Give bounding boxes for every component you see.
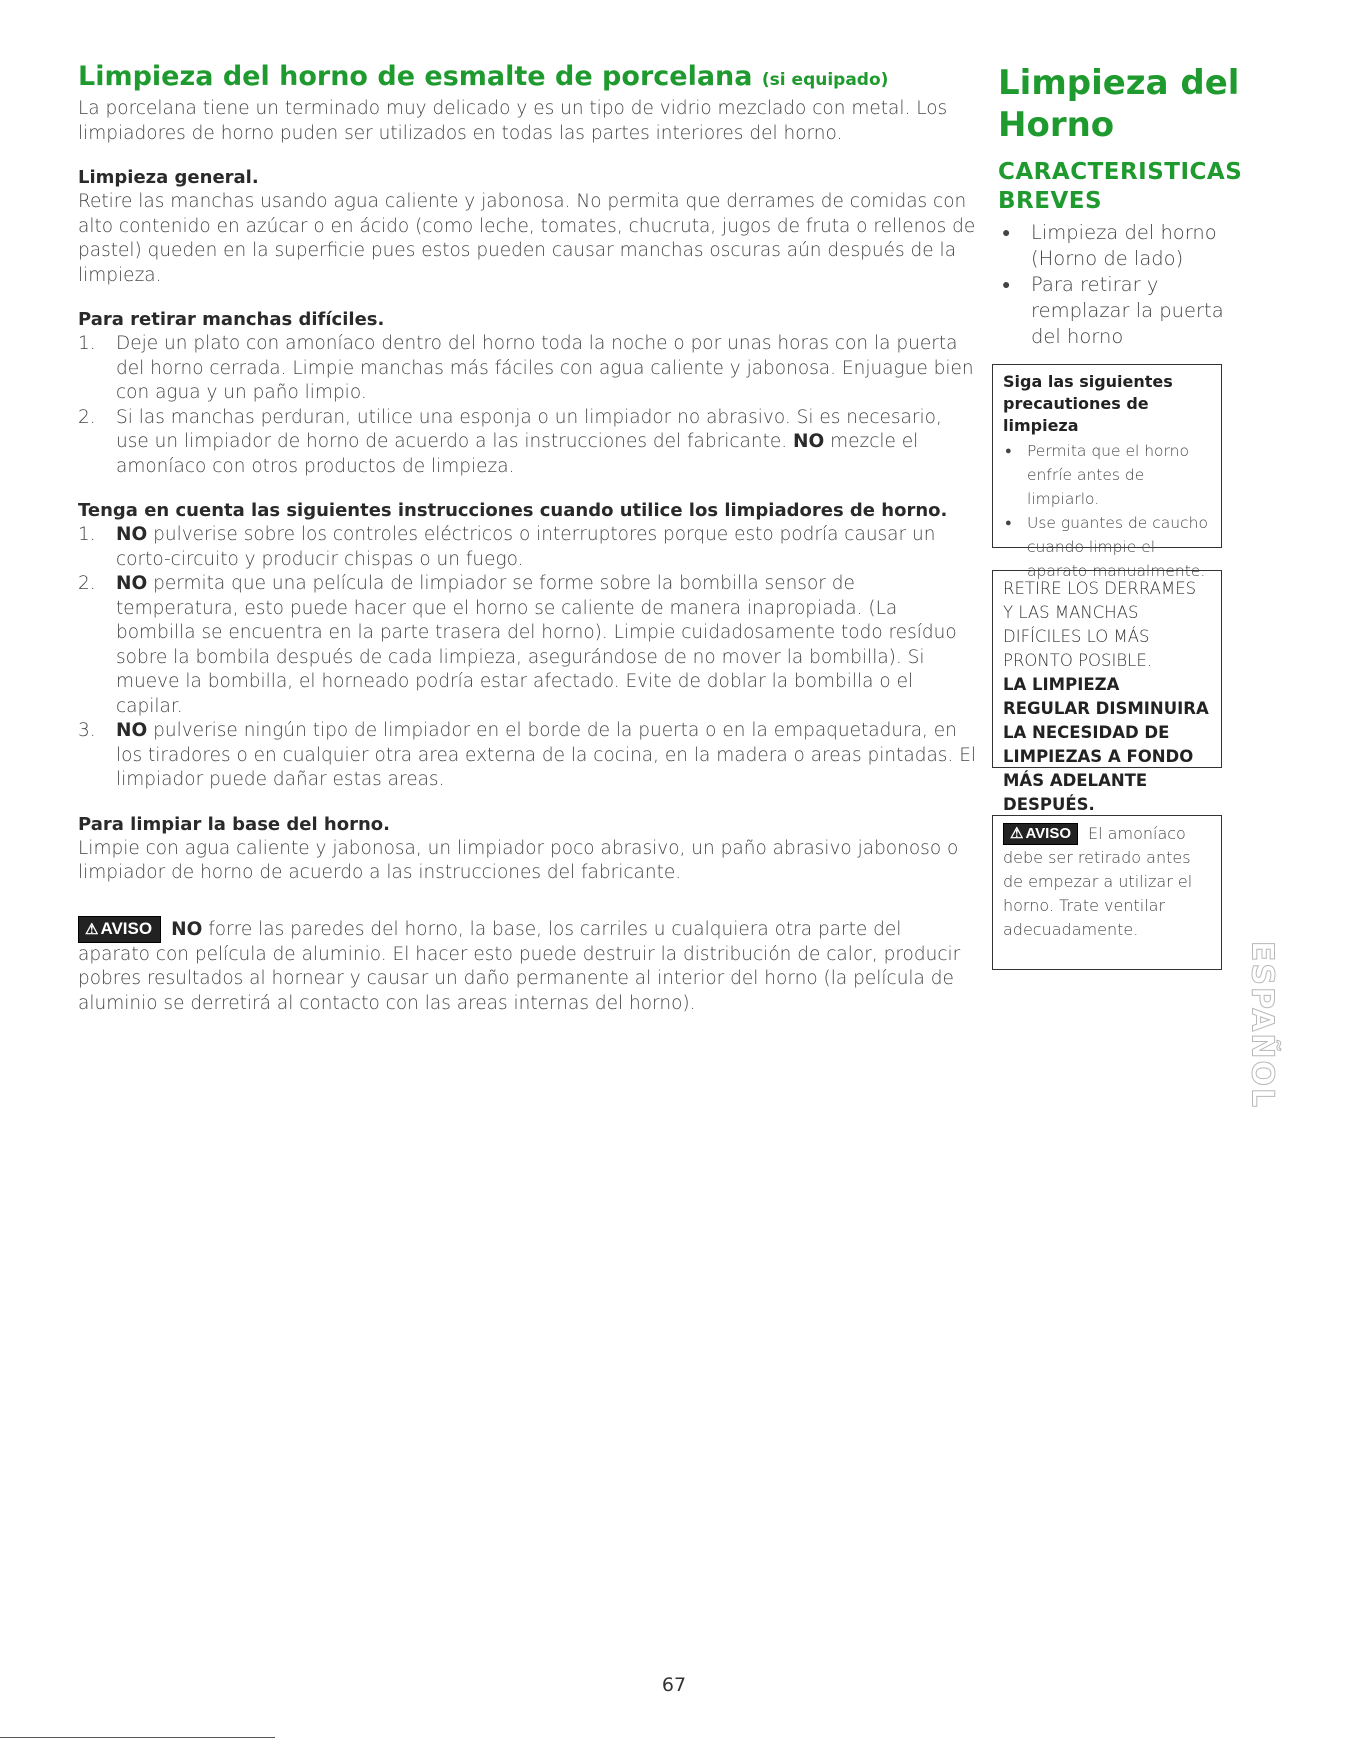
bullet-icon: ● [1005, 444, 1012, 457]
item-number: 3. [78, 720, 96, 741]
item-bold: NO [116, 524, 148, 545]
ammonia-warning-box [992, 815, 1222, 970]
item-number: 2. [78, 573, 96, 594]
item-text: pulverise sobre los controles eléctricos o interruptores porque esto podría causar un corto-circuito y producir chispas o un fuego. [116, 524, 936, 570]
feature-item [998, 272, 1258, 350]
item-text: pulverise ningún tipo de limpiador en el borde de la puerta o en la empaquetadura, en los tiradores o en cualquier otra area externa de la cocina, en la madera o areas pintadas. El limpiador puede dañar estas areas. [116, 720, 977, 790]
warning-badge-label: AVISO [1025, 825, 1072, 842]
feature-list [998, 220, 1258, 350]
intro-paragraph: La porcelana tiene un terminado muy delicado y es un tipo de vidrio mezclado con metal. Los limpiadores de horno puden ser utilizados en todas las partes interiores del horno. [78, 98, 948, 144]
list-item [78, 523, 978, 572]
warning-bold: NO [171, 918, 203, 940]
general-heading: Limpieza general. [78, 167, 259, 188]
item-bold: NO [792, 431, 825, 452]
title-note: (si equipado) [761, 70, 889, 90]
footer-rule [0, 1737, 275, 1738]
ammonia-text: El amoníaco debe ser retirado antes de empezar a utilizar el horno. Trate ventilar adecuadamente. [1003, 824, 1193, 939]
feature-text: Para retirar y remplazar la puerta del horno [1031, 273, 1224, 348]
general-section [78, 166, 978, 288]
precaution-text: Permita que el horno enfríe antes de limpiarlo. [1027, 442, 1189, 508]
list-item [78, 406, 978, 480]
warning-text: forre las paredes del horno, la base, los carriles u cualquiera otra parte del aparato con película de aluminio. El hacer esto puede destruir la distribución de calor, producir pobres resultados al hornear y causar un daño permanente al interior del horno (la película de aluminio se derretirá al contacto con las areas internas del horno). [78, 918, 961, 1014]
ammonia-warning-text [1003, 822, 1211, 942]
page-number: 67 [661, 1674, 687, 1696]
warning-section [78, 916, 978, 1017]
sidebar [998, 62, 1258, 350]
bullet-icon: ● [1002, 225, 1011, 241]
item-bold: NO [116, 573, 148, 594]
title-text: Limpieza del horno de esmalte de porcelana [78, 61, 753, 92]
item-text: Deje un plato con amoníaco dentro del horno toda la noche o por unas horas con la puerta del horno cerrada. Limpie manchas más fáciles con agua caliente y jabonosa. Enjuague bien con agua y un paño limpio. [116, 333, 974, 403]
precautions-title: Siga las siguientes precautiones de limpieza [1003, 372, 1173, 435]
difficult-list [78, 332, 978, 479]
precautions-list [1003, 439, 1211, 583]
item-number: 2. [78, 406, 96, 428]
list-item [78, 719, 978, 793]
list-item [78, 332, 978, 406]
base-section [78, 813, 978, 886]
sidebar-title: Limpieza del Horno [998, 63, 1240, 145]
page-title [78, 60, 978, 97]
base-heading: Para limpiar la base del horno. [78, 813, 390, 835]
precautions-box [992, 364, 1222, 580]
warning-triangle-icon: ⚠ [85, 920, 99, 938]
warning-badge [78, 916, 161, 943]
item-bold: NO [116, 720, 148, 741]
spills-bold-text: LA LIMPIEZA REGULAR DISMINUIRA LA NECESIDAD DE LIMPIEZAS A FONDO MÁS ADELANTE DESPUÉS. [1003, 675, 1209, 814]
warning-badge [1003, 823, 1078, 845]
feature-text: Limpieza del horno (Horno de lado) [1031, 221, 1217, 270]
sidebar-subtitle: CARACTERISTICAS BREVES [998, 159, 1243, 214]
item-text-after: mezcle el amoníaco con otros productos de limpieza. [116, 431, 919, 477]
base-paragraph: Limpie con agua caliente y jabonosa, un limpiador poco abrasivo, un paño abrasivo jabonoso o limpiador de horno de acuerdo a las instrucciones del fabricante. [78, 837, 959, 883]
item-text: Si las manchas perduran, utilice una esponja o un limpiador no abrasivo. Si es necesario, use un limpiador de horno de acuerdo a las instrucciones del fabricante. [116, 406, 942, 452]
warning-paragraph [78, 916, 978, 1017]
precaution-text: Use guantes de caucho cuando limpie el aparato manualmente. [1027, 514, 1208, 580]
warning-triangle-icon: ⚠ [1010, 825, 1024, 842]
item-number: 1. [78, 333, 96, 354]
language-tab-label: ESPAÑOL [1244, 940, 1280, 1110]
difficult-stains-section [78, 308, 978, 479]
feature-item [998, 220, 1258, 272]
item-text: permita que una película de limpiador se forme sobre la bombilla sensor de temperatura, esto puede hacer que el horno se caliente de manera inapropiada. (La bombilla se encuentra en la parte trasera del horno). Limpie cuidadosamente todo resíduo sobre la bombila después de cada limpieza, asegurándose de no mover la bombilla). Si mueve la bombilla, el horneado podría estar afectado. Evite de doblar la bombilla o el capilar. [116, 573, 957, 717]
general-paragraph: Retire las manchas usando agua caliente y jabonosa. No permita que derrames de comidas con alto contenido en azúcar o en ácido (como leche, tomates, chucruta, jugos de fruta o rellenos de pastel) queden en la superficie pues estos pueden causar manchas oscuras aún después de la limpieza. [78, 191, 976, 286]
language-tab [1242, 940, 1282, 1110]
item-number: 1. [78, 524, 96, 545]
instructions-heading: Tenga en cuenta las siguientes instrucciones cuando utilice los limpiadores de horno. [78, 500, 948, 521]
list-item [78, 572, 978, 719]
warning-badge-label: AVISO [100, 918, 153, 938]
instructions-section [78, 499, 978, 793]
instructions-list [78, 523, 978, 793]
precaution-item [1003, 439, 1211, 511]
bullet-icon: ● [1002, 277, 1011, 293]
difficult-heading: Para retirar manchas difíciles. [78, 309, 385, 330]
main-column [78, 60, 978, 1016]
spills-box [992, 570, 1222, 814]
spills-text: RETIRE LOS DERRAMES Y LAS MANCHAS DIFÍCILES LO MÁS PRONTO POSIBLE. [1003, 579, 1197, 670]
bullet-icon: ● [1005, 516, 1012, 529]
